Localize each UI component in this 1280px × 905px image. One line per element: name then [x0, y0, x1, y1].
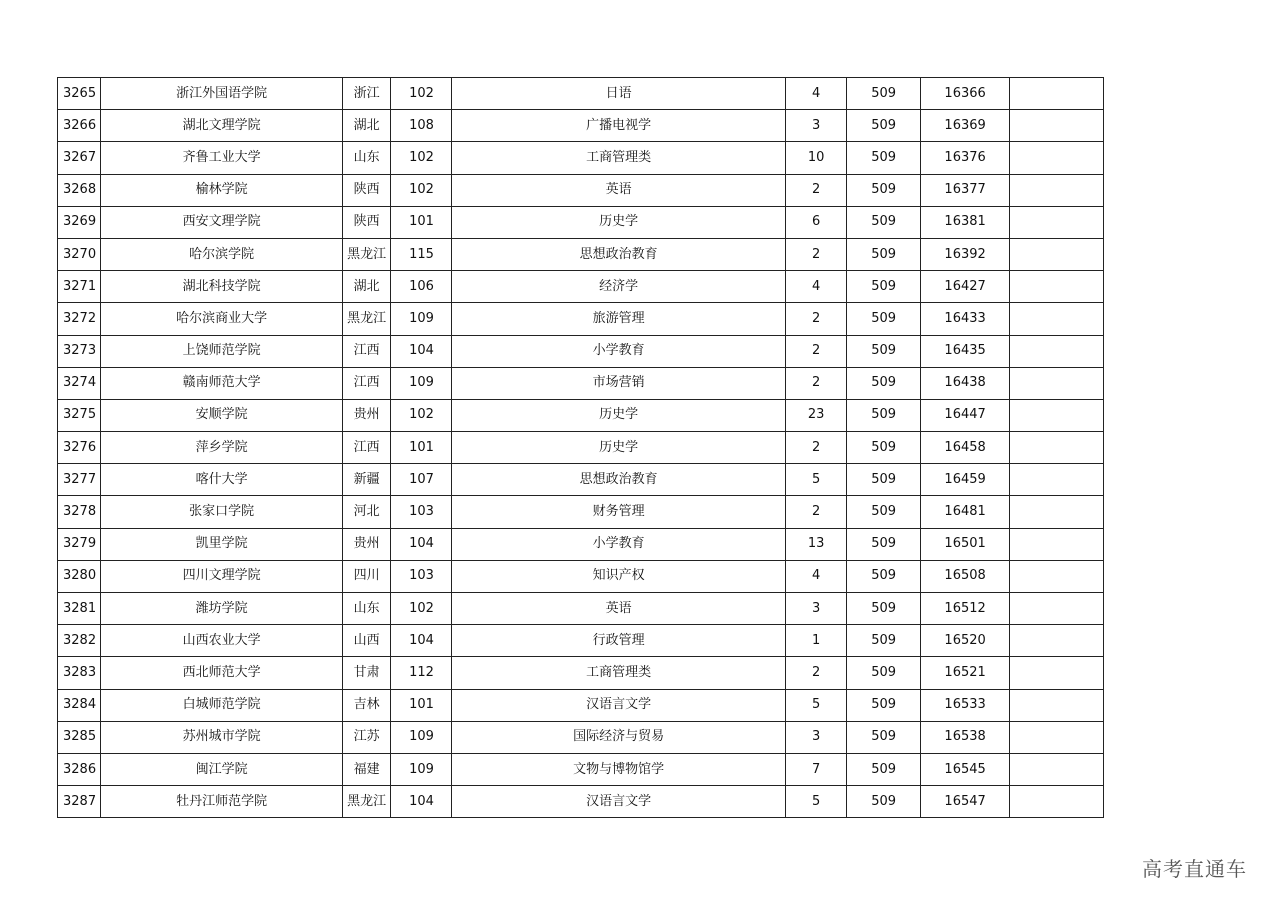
note-cell [1010, 721, 1104, 753]
min-score-cell: 509 [847, 142, 921, 174]
province-cell: 湖北 [343, 110, 391, 142]
major-code-cell: 102 [391, 399, 452, 431]
province-cell: 黑龙江 [343, 238, 391, 270]
row-number-cell: 3276 [58, 432, 101, 464]
note-cell [1010, 625, 1104, 657]
school-name-cell: 西安文理学院 [101, 206, 343, 238]
table-row [58, 593, 1104, 625]
row-number-cell: 3285 [58, 721, 101, 753]
major-code-cell: 103 [391, 560, 452, 592]
major-code-cell: 104 [391, 335, 452, 367]
major-name-cell: 历史学 [452, 432, 786, 464]
school-name-cell: 闽江学院 [101, 753, 343, 785]
major-name-cell: 小学教育 [452, 335, 786, 367]
row-number-cell: 3267 [58, 142, 101, 174]
min-rank-cell: 16366 [921, 78, 1010, 110]
plan-count-cell: 4 [786, 271, 847, 303]
major-code-cell: 112 [391, 657, 452, 689]
major-code-cell: 102 [391, 142, 452, 174]
table-row [58, 78, 1104, 110]
province-cell: 山东 [343, 142, 391, 174]
table-row [58, 206, 1104, 238]
note-cell [1010, 657, 1104, 689]
province-cell: 甘肃 [343, 657, 391, 689]
province-cell: 福建 [343, 753, 391, 785]
row-number-cell: 3269 [58, 206, 101, 238]
school-name-cell: 白城师范学院 [101, 689, 343, 721]
min-score-cell: 509 [847, 271, 921, 303]
row-number-cell: 3282 [58, 625, 101, 657]
school-name-cell: 四川文理学院 [101, 560, 343, 592]
plan-count-cell: 4 [786, 560, 847, 592]
min-rank-cell: 16377 [921, 174, 1010, 206]
table-row [58, 367, 1104, 399]
major-code-cell: 115 [391, 238, 452, 270]
major-name-cell: 汉语言文学 [452, 786, 786, 818]
note-cell [1010, 560, 1104, 592]
min-score-cell: 509 [847, 367, 921, 399]
min-score-cell: 509 [847, 399, 921, 431]
row-number-cell: 3284 [58, 689, 101, 721]
min-rank-cell: 16447 [921, 399, 1010, 431]
major-name-cell: 汉语言文学 [452, 689, 786, 721]
school-name-cell: 张家口学院 [101, 496, 343, 528]
min-score-cell: 509 [847, 303, 921, 335]
min-score-cell: 509 [847, 625, 921, 657]
min-score-cell: 509 [847, 689, 921, 721]
row-number-cell: 3274 [58, 367, 101, 399]
major-code-cell: 103 [391, 496, 452, 528]
major-name-cell: 文物与博物馆学 [452, 753, 786, 785]
major-name-cell: 历史学 [452, 399, 786, 431]
note-cell [1010, 174, 1104, 206]
province-cell: 山东 [343, 593, 391, 625]
min-rank-cell: 16438 [921, 367, 1010, 399]
province-cell: 湖北 [343, 271, 391, 303]
note-cell [1010, 528, 1104, 560]
min-score-cell: 509 [847, 174, 921, 206]
plan-count-cell: 2 [786, 335, 847, 367]
province-cell: 四川 [343, 560, 391, 592]
plan-count-cell: 2 [786, 303, 847, 335]
plan-count-cell: 1 [786, 625, 847, 657]
min-score-cell: 509 [847, 464, 921, 496]
plan-count-cell: 13 [786, 528, 847, 560]
row-number-cell: 3266 [58, 110, 101, 142]
row-number-cell: 3287 [58, 786, 101, 818]
table-row [58, 271, 1104, 303]
table-row [58, 721, 1104, 753]
table-row [58, 399, 1104, 431]
min-score-cell: 509 [847, 496, 921, 528]
min-score-cell: 509 [847, 657, 921, 689]
province-cell: 江西 [343, 335, 391, 367]
table-row [58, 174, 1104, 206]
row-number-cell: 3277 [58, 464, 101, 496]
min-score-cell: 509 [847, 238, 921, 270]
province-cell: 贵州 [343, 399, 391, 431]
plan-count-cell: 3 [786, 110, 847, 142]
min-rank-cell: 16512 [921, 593, 1010, 625]
plan-count-cell: 10 [786, 142, 847, 174]
plan-count-cell: 2 [786, 432, 847, 464]
province-cell: 新疆 [343, 464, 391, 496]
school-name-cell: 齐鲁工业大学 [101, 142, 343, 174]
major-code-cell: 104 [391, 786, 452, 818]
school-name-cell: 牡丹江师范学院 [101, 786, 343, 818]
plan-count-cell: 4 [786, 78, 847, 110]
min-rank-cell: 16533 [921, 689, 1010, 721]
major-name-cell: 知识产权 [452, 560, 786, 592]
major-code-cell: 107 [391, 464, 452, 496]
table-row [58, 689, 1104, 721]
note-cell [1010, 238, 1104, 270]
school-name-cell: 湖北科技学院 [101, 271, 343, 303]
table-row [58, 753, 1104, 785]
min-score-cell: 509 [847, 78, 921, 110]
note-cell [1010, 432, 1104, 464]
province-cell: 江苏 [343, 721, 391, 753]
note-cell [1010, 206, 1104, 238]
row-number-cell: 3275 [58, 399, 101, 431]
row-number-cell: 3279 [58, 528, 101, 560]
province-cell: 吉林 [343, 689, 391, 721]
note-cell [1010, 786, 1104, 818]
min-score-cell: 509 [847, 206, 921, 238]
min-score-cell: 509 [847, 335, 921, 367]
note-cell [1010, 753, 1104, 785]
major-name-cell: 国际经济与贸易 [452, 721, 786, 753]
row-number-cell: 3273 [58, 335, 101, 367]
major-name-cell: 广播电视学 [452, 110, 786, 142]
min-rank-cell: 16458 [921, 432, 1010, 464]
note-cell [1010, 271, 1104, 303]
row-number-cell: 3268 [58, 174, 101, 206]
major-code-cell: 109 [391, 367, 452, 399]
province-cell: 黑龙江 [343, 303, 391, 335]
row-number-cell: 3271 [58, 271, 101, 303]
table-row [58, 560, 1104, 592]
note-cell [1010, 142, 1104, 174]
min-rank-cell: 16433 [921, 303, 1010, 335]
major-code-cell: 104 [391, 528, 452, 560]
plan-count-cell: 23 [786, 399, 847, 431]
province-cell: 河北 [343, 496, 391, 528]
major-name-cell: 工商管理类 [452, 657, 786, 689]
note-cell [1010, 367, 1104, 399]
min-score-cell: 509 [847, 560, 921, 592]
school-name-cell: 潍坊学院 [101, 593, 343, 625]
row-number-cell: 3272 [58, 303, 101, 335]
school-name-cell: 萍乡学院 [101, 432, 343, 464]
row-number-cell: 3281 [58, 593, 101, 625]
note-cell [1010, 78, 1104, 110]
min-score-cell: 509 [847, 593, 921, 625]
major-name-cell: 英语 [452, 174, 786, 206]
major-code-cell: 106 [391, 271, 452, 303]
row-number-cell: 3280 [58, 560, 101, 592]
plan-count-cell: 3 [786, 721, 847, 753]
min-rank-cell: 16545 [921, 753, 1010, 785]
province-cell: 山西 [343, 625, 391, 657]
major-code-cell: 101 [391, 206, 452, 238]
watermark-text: 高考直通车 [1142, 857, 1247, 881]
plan-count-cell: 7 [786, 753, 847, 785]
plan-count-cell: 5 [786, 786, 847, 818]
school-name-cell: 山西农业大学 [101, 625, 343, 657]
min-rank-cell: 16381 [921, 206, 1010, 238]
min-score-cell: 509 [847, 528, 921, 560]
note-cell [1010, 303, 1104, 335]
row-number-cell: 3283 [58, 657, 101, 689]
table-body [58, 78, 1104, 818]
major-code-cell: 108 [391, 110, 452, 142]
major-name-cell: 旅游管理 [452, 303, 786, 335]
major-name-cell: 思想政治教育 [452, 238, 786, 270]
admission-table [57, 77, 1104, 818]
plan-count-cell: 2 [786, 238, 847, 270]
min-rank-cell: 16481 [921, 496, 1010, 528]
min-rank-cell: 16501 [921, 528, 1010, 560]
major-code-cell: 109 [391, 753, 452, 785]
note-cell [1010, 464, 1104, 496]
table-row [58, 464, 1104, 496]
table-row [58, 528, 1104, 560]
major-code-cell: 102 [391, 174, 452, 206]
plan-count-cell: 2 [786, 657, 847, 689]
table-row [58, 625, 1104, 657]
school-name-cell: 喀什大学 [101, 464, 343, 496]
row-number-cell: 3265 [58, 78, 101, 110]
major-name-cell: 经济学 [452, 271, 786, 303]
major-code-cell: 102 [391, 78, 452, 110]
table-row [58, 238, 1104, 270]
major-name-cell: 小学教育 [452, 528, 786, 560]
plan-count-cell: 2 [786, 174, 847, 206]
table-row [58, 786, 1104, 818]
table-row [58, 432, 1104, 464]
min-score-cell: 509 [847, 786, 921, 818]
province-cell: 陕西 [343, 174, 391, 206]
min-rank-cell: 16392 [921, 238, 1010, 270]
major-name-cell: 财务管理 [452, 496, 786, 528]
school-name-cell: 哈尔滨学院 [101, 238, 343, 270]
school-name-cell: 西北师范大学 [101, 657, 343, 689]
row-number-cell: 3278 [58, 496, 101, 528]
school-name-cell: 凯里学院 [101, 528, 343, 560]
note-cell [1010, 110, 1104, 142]
plan-count-cell: 6 [786, 206, 847, 238]
major-name-cell: 历史学 [452, 206, 786, 238]
major-code-cell: 102 [391, 593, 452, 625]
major-name-cell: 市场营销 [452, 367, 786, 399]
note-cell [1010, 689, 1104, 721]
min-score-cell: 509 [847, 753, 921, 785]
min-score-cell: 509 [847, 110, 921, 142]
province-cell: 陕西 [343, 206, 391, 238]
province-cell: 贵州 [343, 528, 391, 560]
table-row [58, 110, 1104, 142]
min-rank-cell: 16369 [921, 110, 1010, 142]
major-name-cell: 工商管理类 [452, 142, 786, 174]
table-row [58, 142, 1104, 174]
major-code-cell: 109 [391, 303, 452, 335]
major-code-cell: 104 [391, 625, 452, 657]
row-number-cell: 3270 [58, 238, 101, 270]
table-row [58, 496, 1104, 528]
major-name-cell: 行政管理 [452, 625, 786, 657]
school-name-cell: 赣南师范大学 [101, 367, 343, 399]
min-rank-cell: 16459 [921, 464, 1010, 496]
note-cell [1010, 399, 1104, 431]
min-rank-cell: 16538 [921, 721, 1010, 753]
min-rank-cell: 16427 [921, 271, 1010, 303]
school-name-cell: 哈尔滨商业大学 [101, 303, 343, 335]
min-score-cell: 509 [847, 721, 921, 753]
min-rank-cell: 16521 [921, 657, 1010, 689]
province-cell: 江西 [343, 367, 391, 399]
major-name-cell: 英语 [452, 593, 786, 625]
note-cell [1010, 593, 1104, 625]
plan-count-cell: 5 [786, 689, 847, 721]
school-name-cell: 安顺学院 [101, 399, 343, 431]
note-cell [1010, 335, 1104, 367]
major-code-cell: 109 [391, 721, 452, 753]
major-code-cell: 101 [391, 432, 452, 464]
min-rank-cell: 16376 [921, 142, 1010, 174]
plan-count-cell: 5 [786, 464, 847, 496]
min-rank-cell: 16508 [921, 560, 1010, 592]
min-rank-cell: 16435 [921, 335, 1010, 367]
table-row [58, 335, 1104, 367]
table-row [58, 303, 1104, 335]
min-rank-cell: 16520 [921, 625, 1010, 657]
plan-count-cell: 2 [786, 496, 847, 528]
province-cell: 江西 [343, 432, 391, 464]
school-name-cell: 湖北文理学院 [101, 110, 343, 142]
plan-count-cell: 2 [786, 367, 847, 399]
plan-count-cell: 3 [786, 593, 847, 625]
school-name-cell: 浙江外国语学院 [101, 78, 343, 110]
province-cell: 黑龙江 [343, 786, 391, 818]
major-name-cell: 思想政治教育 [452, 464, 786, 496]
school-name-cell: 苏州城市学院 [101, 721, 343, 753]
school-name-cell: 上饶师范学院 [101, 335, 343, 367]
min-rank-cell: 16547 [921, 786, 1010, 818]
major-name-cell: 日语 [452, 78, 786, 110]
min-score-cell: 509 [847, 432, 921, 464]
school-name-cell: 榆林学院 [101, 174, 343, 206]
table-row [58, 657, 1104, 689]
province-cell: 浙江 [343, 78, 391, 110]
row-number-cell: 3286 [58, 753, 101, 785]
major-code-cell: 101 [391, 689, 452, 721]
note-cell [1010, 496, 1104, 528]
